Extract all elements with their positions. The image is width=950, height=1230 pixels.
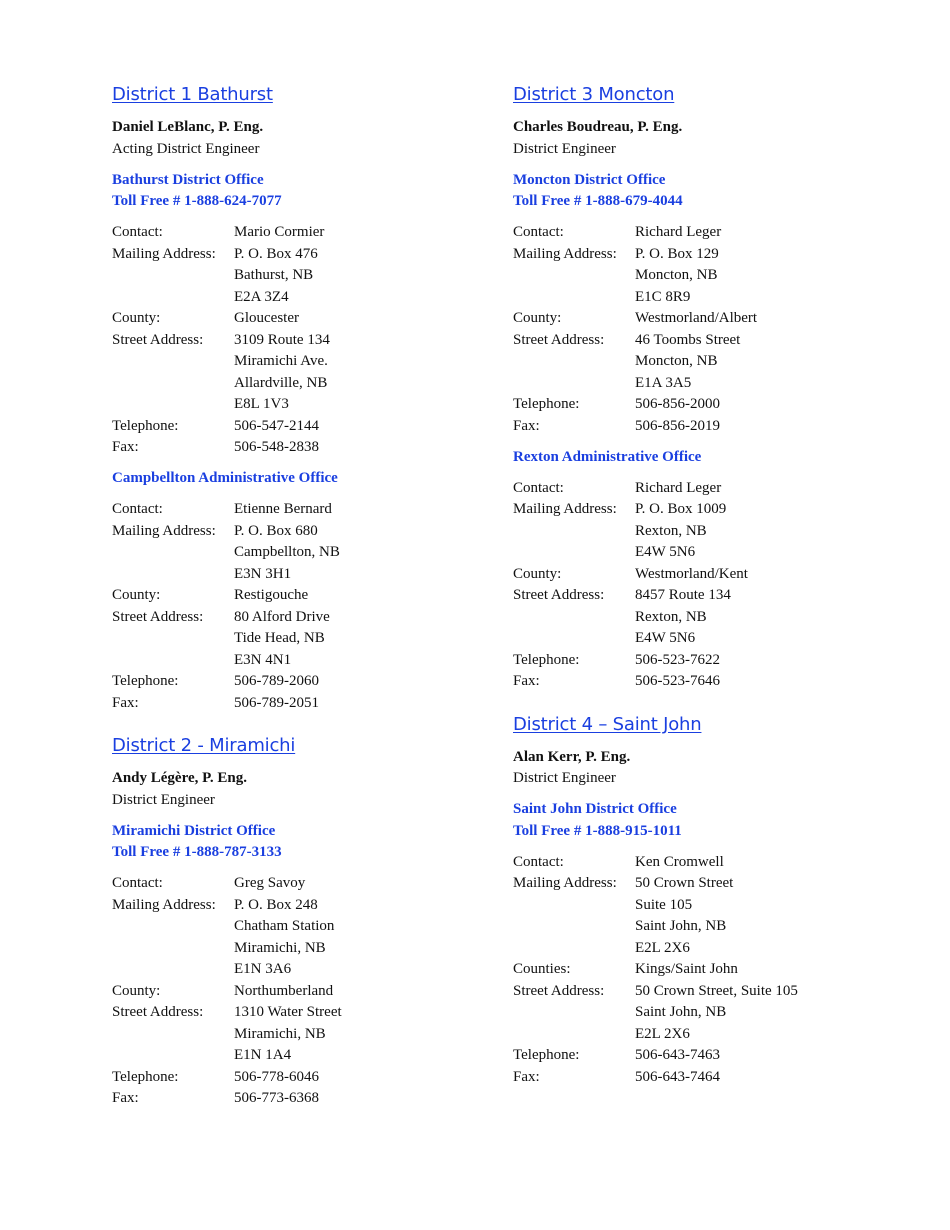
- detail-row: [513, 416, 873, 438]
- left-column: [112, 83, 472, 1130]
- detail-row: [513, 671, 873, 693]
- detail-row: [513, 959, 873, 981]
- detail-value: Miramichi, NB: [234, 939, 326, 956]
- detail-values: [234, 1088, 319, 1110]
- detail-value: E2L 2X6: [635, 1025, 690, 1042]
- office-name: Rexton Administrative Office: [513, 448, 702, 465]
- detail-row: [112, 1088, 472, 1110]
- detail-value: 506-547-2144: [234, 417, 319, 434]
- detail-values: [635, 1067, 720, 1089]
- detail-value: Westmorland/Albert: [635, 310, 758, 326]
- detail-row: [112, 607, 472, 672]
- detail-value: 3109 Route 134: [234, 331, 330, 348]
- detail-value: E1N 3A6: [234, 961, 292, 977]
- detail-label: Fax:: [112, 1090, 139, 1106]
- detail-value: Richard Leger: [635, 224, 722, 240]
- detail-value: Miramichi, NB: [234, 1025, 326, 1042]
- detail-row: [513, 981, 873, 1046]
- detail-value: 506-643-7464: [635, 1068, 720, 1085]
- detail-values: [635, 564, 748, 586]
- detail-row: [513, 1045, 873, 1067]
- detail-row: [112, 873, 472, 895]
- detail-values: [234, 244, 318, 309]
- detail-row: [112, 693, 472, 715]
- detail-value: Westmorland/Kent: [635, 565, 748, 582]
- detail-value: E1N 1A4: [234, 1047, 292, 1063]
- detail-row: [112, 521, 472, 586]
- office-name: Moncton District Office: [513, 171, 666, 188]
- detail-label: County:: [112, 310, 161, 326]
- detail-value: Moncton, NB: [635, 267, 718, 283]
- detail-row: [513, 330, 873, 395]
- detail-label: Telephone:: [112, 673, 179, 689]
- detail-label: Contact:: [513, 853, 564, 870]
- detail-value: 506-856-2000: [635, 396, 720, 412]
- engineer-name: Alan Kerr, P. Eng.: [513, 748, 631, 765]
- right-column: [513, 83, 873, 1108]
- detail-row: [112, 499, 472, 521]
- detail-label: Telephone:: [513, 396, 580, 412]
- detail-label: Street Address:: [513, 331, 605, 348]
- detail-label: County:: [112, 587, 161, 603]
- detail-values: [234, 693, 319, 715]
- detail-row: [112, 416, 472, 438]
- district-heading-link[interactable]: District 2 - Miramichi: [112, 735, 296, 756]
- detail-value: 506-548-2838: [234, 439, 319, 455]
- detail-value: E4W 5N6: [635, 544, 696, 560]
- engineer-role: District Engineer: [513, 140, 616, 157]
- detail-row: [513, 585, 873, 650]
- detail-row: [513, 244, 873, 309]
- detail-label: Contact:: [112, 224, 163, 240]
- detail-values: [635, 1045, 720, 1067]
- detail-label: Street Address:: [513, 587, 605, 603]
- district-section: [513, 83, 873, 693]
- district-heading-link[interactable]: District 1 Bathurst: [112, 84, 273, 105]
- office-name: Campbellton Administrative Office: [112, 470, 338, 486]
- detail-value: Saint John, NB: [635, 918, 727, 934]
- detail-value: Bathurst, NB: [234, 267, 314, 283]
- detail-value: Restigouche: [234, 587, 309, 603]
- detail-value: Northumberland: [234, 982, 334, 999]
- detail-values: [234, 1067, 319, 1089]
- district-section: [112, 83, 472, 714]
- detail-value: Kings/Saint John: [635, 961, 738, 977]
- office-header: [513, 799, 873, 842]
- engineer-role: District Engineer: [112, 791, 215, 808]
- detail-label: Telephone:: [112, 417, 179, 434]
- detail-label: Street Address:: [112, 331, 204, 348]
- district-section: [513, 713, 873, 1089]
- office-name: Bathurst District Office: [112, 171, 264, 188]
- detail-value: Rexton, NB: [635, 608, 707, 625]
- detail-value: Mario Cormier: [234, 224, 325, 240]
- toll-free-number: Toll Free # 1-888-915-1011: [513, 822, 682, 839]
- detail-label: Contact:: [112, 875, 163, 891]
- detail-values: [234, 607, 330, 672]
- toll-free-number: Toll Free # 1-888-679-4044: [513, 193, 683, 209]
- detail-values: [635, 394, 720, 416]
- detail-values: [635, 873, 733, 959]
- office-name: Miramichi District Office: [112, 822, 276, 839]
- detail-row: [513, 478, 873, 500]
- office-header: [513, 447, 873, 469]
- detail-value: E2L 2X6: [635, 939, 690, 956]
- detail-label: County:: [513, 565, 562, 582]
- detail-row: [112, 244, 472, 309]
- detail-row: [112, 1002, 472, 1067]
- detail-value: Chatham Station: [234, 918, 335, 934]
- detail-label: Mailing Address:: [513, 501, 617, 517]
- detail-value: E1A 3A5: [635, 374, 692, 391]
- detail-value: 506-523-7622: [635, 651, 720, 668]
- detail-value: P. O. Box 476: [234, 245, 318, 262]
- detail-value: P. O. Box 680: [234, 522, 318, 539]
- engineer-block: [112, 117, 472, 160]
- detail-values: [635, 244, 719, 309]
- district-section: [112, 734, 472, 1110]
- detail-value: Rexton, NB: [635, 522, 707, 539]
- detail-row: [112, 437, 472, 459]
- district-heading-link[interactable]: District 4 – Saint John: [513, 713, 702, 735]
- detail-value: P. O. Box 1009: [635, 501, 727, 517]
- detail-value: 506-789-2060: [234, 673, 319, 689]
- engineer-block: [112, 768, 472, 811]
- detail-label: Counties:: [513, 961, 571, 977]
- detail-values: [234, 585, 308, 607]
- detail-value: 506-643-7463: [635, 1047, 720, 1063]
- detail-value: 506-789-2051: [234, 694, 319, 711]
- detail-value: 506-856-2019: [635, 417, 720, 434]
- office-header: [112, 468, 472, 490]
- detail-value: E2A 3Z4: [234, 288, 289, 305]
- detail-row: [112, 308, 472, 330]
- detail-label: Fax:: [513, 417, 540, 434]
- detail-row: [513, 650, 873, 672]
- detail-values: [234, 671, 319, 693]
- detail-value: 80 Alford Drive: [234, 608, 330, 625]
- office-header: [112, 821, 472, 864]
- detail-value: 50 Crown Street, Suite 105: [635, 982, 798, 999]
- detail-values: [635, 416, 720, 438]
- detail-row: [112, 981, 472, 1003]
- detail-value: E4W 5N6: [635, 630, 696, 646]
- detail-row: [112, 585, 472, 607]
- detail-values: [635, 585, 731, 650]
- detail-row: [513, 1067, 873, 1089]
- detail-values: [635, 650, 720, 672]
- detail-label: Contact:: [513, 224, 564, 240]
- detail-value: Gloucester: [234, 310, 299, 326]
- detail-label: Fax:: [513, 1068, 540, 1085]
- engineer-block: [513, 117, 873, 160]
- engineer-role: Acting District Engineer: [112, 140, 260, 157]
- detail-value: Saint John, NB: [635, 1004, 727, 1020]
- toll-free-number: Toll Free # 1-888-624-7077: [112, 193, 282, 209]
- office-header: [112, 170, 472, 213]
- detail-values: [234, 521, 340, 586]
- detail-value: Ken Cromwell: [635, 853, 724, 870]
- detail-label: Contact:: [112, 501, 163, 517]
- detail-row: [513, 222, 873, 244]
- detail-values: [635, 222, 721, 244]
- office-name: Saint John District Office: [513, 801, 677, 817]
- detail-values: [635, 499, 726, 564]
- detail-value: Greg Savoy: [234, 875, 306, 891]
- detail-value: Campbellton, NB: [234, 544, 340, 560]
- office-header: [513, 170, 873, 213]
- engineer-name: Daniel LeBlanc, P. Eng.: [112, 119, 264, 135]
- detail-value: Etienne Bernard: [234, 501, 332, 517]
- detail-values: [234, 416, 319, 438]
- detail-values: [234, 308, 299, 330]
- detail-row: [112, 330, 472, 416]
- detail-values: [635, 478, 721, 500]
- detail-value: E8L 1V3: [234, 396, 289, 412]
- detail-row: [513, 394, 873, 416]
- detail-values: [234, 437, 319, 459]
- detail-values: [234, 330, 330, 416]
- detail-value: 50 Crown Street: [635, 875, 734, 891]
- detail-value: 506-773-6368: [234, 1090, 319, 1106]
- detail-value: P. O. Box 129: [635, 245, 719, 262]
- engineer-name: Charles Boudreau, P. Eng.: [513, 119, 683, 135]
- detail-row: [112, 895, 472, 981]
- detail-values: [635, 959, 738, 981]
- office-details: [112, 499, 472, 714]
- detail-values: [234, 499, 332, 521]
- detail-label: Street Address:: [112, 1004, 204, 1020]
- detail-label: Mailing Address:: [112, 522, 216, 539]
- detail-values: [234, 222, 324, 244]
- detail-label: Mailing Address:: [112, 245, 216, 262]
- detail-value: P. O. Box 248: [234, 896, 318, 913]
- detail-label: County:: [112, 982, 161, 999]
- detail-row: [513, 564, 873, 586]
- toll-free-number: Toll Free # 1-888-787-3133: [112, 844, 282, 860]
- detail-values: [635, 308, 757, 330]
- detail-value: E1C 8R9: [635, 288, 691, 305]
- detail-value: Suite 105: [635, 896, 693, 913]
- detail-label: Telephone:: [513, 651, 580, 668]
- engineer-block: [513, 747, 873, 790]
- detail-value: 506-523-7646: [635, 673, 720, 689]
- detail-label: Telephone:: [112, 1068, 179, 1085]
- detail-value: Richard Leger: [635, 479, 722, 496]
- detail-value: Allardville, NB: [234, 374, 328, 391]
- detail-row: [513, 852, 873, 874]
- detail-label: Street Address:: [112, 608, 204, 625]
- detail-row: [513, 499, 873, 564]
- office-details: [112, 873, 472, 1110]
- district-heading-link[interactable]: District 3 Moncton: [513, 84, 675, 105]
- office-details: [513, 852, 873, 1089]
- detail-values: [635, 852, 724, 874]
- detail-label: Street Address:: [513, 982, 605, 999]
- office-details: [513, 222, 873, 437]
- detail-value: Moncton, NB: [635, 353, 718, 369]
- detail-value: 46 Toombs Street: [635, 331, 741, 348]
- detail-label: Mailing Address:: [112, 896, 216, 913]
- detail-label: Fax:: [112, 439, 139, 455]
- detail-value: 1310 Water Street: [234, 1004, 342, 1020]
- detail-row: [513, 308, 873, 330]
- detail-values: [234, 895, 334, 981]
- office-details: [513, 478, 873, 693]
- detail-value: 8457 Route 134: [635, 587, 731, 603]
- detail-values: [234, 873, 305, 895]
- detail-value: E3N 3H1: [234, 565, 292, 582]
- detail-value: E3N 4N1: [234, 651, 292, 668]
- detail-row: [112, 671, 472, 693]
- detail-values: [635, 330, 740, 395]
- detail-value: Tide Head, NB: [234, 630, 325, 646]
- office-details: [112, 222, 472, 459]
- detail-values: [635, 981, 798, 1046]
- detail-label: Mailing Address:: [513, 245, 617, 262]
- detail-label: County:: [513, 310, 562, 326]
- detail-value: Miramichi Ave.: [234, 353, 328, 369]
- detail-label: Fax:: [112, 694, 139, 711]
- detail-value: 506-778-6046: [234, 1068, 319, 1085]
- detail-values: [234, 981, 333, 1003]
- detail-label: Telephone:: [513, 1047, 580, 1063]
- detail-row: [112, 222, 472, 244]
- detail-row: [513, 873, 873, 959]
- engineer-name: Andy Légère, P. Eng.: [112, 770, 248, 786]
- engineer-role: District Engineer: [513, 770, 616, 786]
- detail-values: [635, 671, 720, 693]
- detail-row: [112, 1067, 472, 1089]
- detail-label: Mailing Address:: [513, 875, 617, 891]
- detail-values: [234, 1002, 342, 1067]
- detail-label: Contact:: [513, 479, 564, 496]
- detail-label: Fax:: [513, 673, 540, 689]
